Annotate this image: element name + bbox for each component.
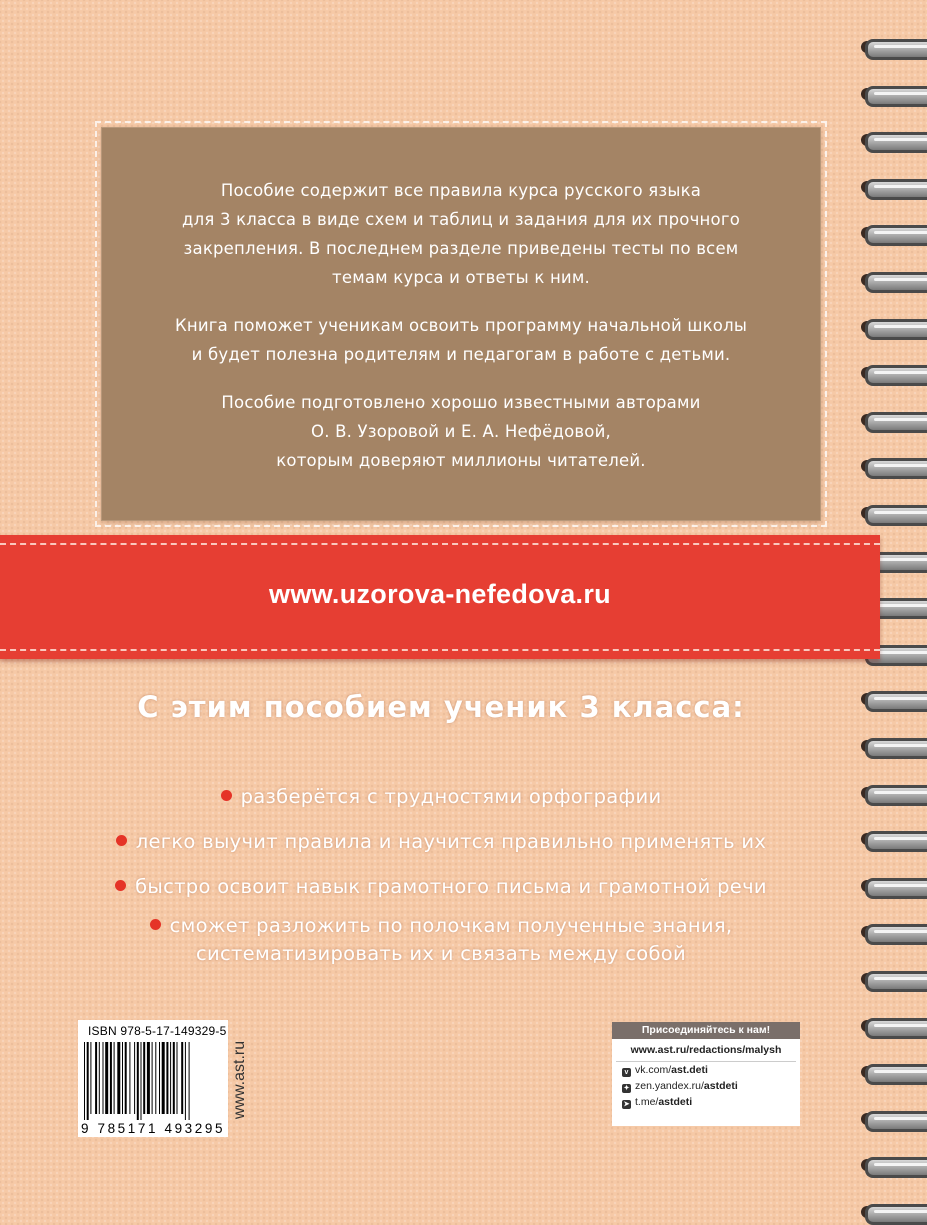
social-header: Присоединяйтесь к нам! [612, 1022, 800, 1039]
social-link-handle: ast.deti [671, 1064, 708, 1076]
description-paragraph-3: Пособие подготовлено хорошо известными авторами О. В. Узоровой и Е. А. Нефёдовой, которым доверяют миллионы читателей. [221, 393, 701, 470]
zen-icon: ✦ [623, 1085, 630, 1092]
spiral-ring [857, 1108, 927, 1130]
telegram-icon: ➤ [623, 1101, 630, 1108]
benefit-text: сможет разложить по полочкам полученные знания, систематизировать их и связать между собой [169, 914, 733, 965]
benefit-text: быстро освоит навык грамотного письма и грамотной речи [135, 875, 767, 898]
barcode [78, 1020, 228, 1137]
isbn-number: ISBN 978-5-17-149329-5 [88, 1024, 227, 1038]
spiral-ring [857, 968, 927, 990]
benefit-text: разберётся с трудностями орфографии [240, 785, 662, 808]
social-link-prefix: vk.com/ [635, 1064, 672, 1076]
red-ribbon [0, 535, 880, 659]
spiral-ring [857, 735, 927, 757]
spiral-ring [857, 409, 927, 431]
spiral-ring [857, 455, 927, 477]
benefit-item [0, 884, 882, 968]
benefits-title: С этим пособием ученик 3 класса: [137, 690, 745, 724]
social-links-box [612, 1022, 800, 1126]
social-link-prefix: zen.yandex.ru/ [635, 1080, 704, 1092]
social-link-handle: astdeti [703, 1080, 738, 1092]
spiral-ring [857, 36, 927, 58]
spiral-ring [857, 316, 927, 338]
spiral-ring [857, 129, 927, 151]
spiral-ring [857, 1015, 927, 1037]
publisher-site-vertical [226, 1030, 254, 1130]
spiral-ring [857, 1061, 927, 1083]
spiral-ring [857, 269, 927, 291]
spiral-ring [857, 362, 927, 384]
description-paragraph-1: Пособие содержит все правила курса русского языка для 3 класса в виде схем и таблиц и задания для их прочного закрепления. В последнем разделе приведены тесты по всем темам курса и ответы к ним. [182, 181, 740, 287]
spiral-ring [857, 176, 927, 198]
bullet-icon [150, 919, 161, 930]
social-link-handle: astdeti [658, 1096, 693, 1108]
barcode-bars [84, 1042, 222, 1120]
ean-number: 9 785171 493295 [81, 1121, 226, 1136]
spiral-ring [857, 1201, 927, 1223]
description-paragraph-2: Книга поможет ученикам освоить программу начальной школы и будет полезна родителям и педагогам в работе с детьми. [174, 316, 748, 364]
social-link-vk[interactable] [612, 1062, 800, 1078]
spiral-ring [857, 83, 927, 105]
description-box [102, 128, 820, 520]
social-link-zen[interactable] [612, 1078, 800, 1094]
publisher-site-text[interactable]: www.ast.ru [231, 1040, 248, 1120]
spiral-ring [857, 1154, 927, 1176]
description-text [132, 176, 790, 494]
benefit-text: легко выучит правила и научится правильно применять их [135, 830, 767, 853]
social-link-prefix: t.me/ [635, 1096, 659, 1108]
vk-icon: v [622, 1068, 631, 1077]
spiral-ring [857, 222, 927, 244]
spiral-ring [857, 502, 927, 524]
social-main-url[interactable]: www.ast.ru/redactions/malysh [616, 1039, 796, 1062]
site-url[interactable]: www.uzorova-nefedova.ru [269, 579, 611, 609]
social-link-telegram[interactable] [612, 1094, 800, 1110]
